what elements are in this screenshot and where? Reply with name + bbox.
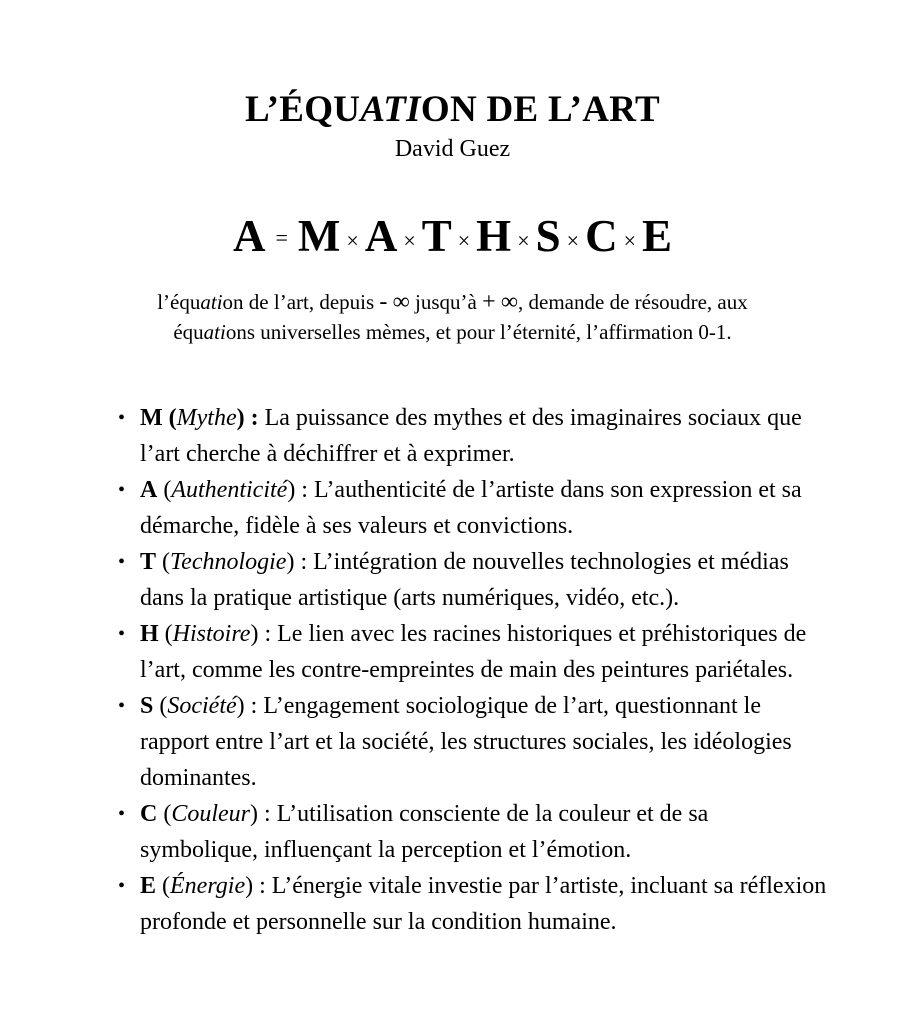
list-item [118, 688, 828, 796]
times-sign: × [623, 228, 636, 253]
factor-m: M [297, 211, 341, 261]
item-letter: T [140, 549, 157, 575]
factor-s: S [535, 211, 561, 261]
factor-h: H [476, 211, 512, 261]
intro-text: équ [173, 320, 204, 344]
title-part-1: L’ÉQU [245, 89, 361, 130]
bullet-icon: • [118, 623, 126, 645]
factor-e: E [641, 211, 672, 261]
factor-c: C [585, 211, 618, 261]
intro-line-2 [0, 317, 905, 347]
item-name: Technologie [170, 549, 287, 575]
minus-sign: - [379, 289, 388, 315]
bullet-icon: • [118, 803, 126, 825]
list-item [118, 796, 828, 868]
author-name: David Guez [394, 136, 511, 162]
list-item [118, 400, 828, 472]
item-letter: H [140, 621, 159, 647]
item-letter: M [140, 405, 163, 431]
item-name: Histoire [172, 621, 251, 647]
item-paren-open: ( [156, 873, 171, 899]
item-name: Société [167, 693, 237, 719]
list-item [118, 616, 828, 688]
item-paren-close: ) : [287, 477, 308, 503]
item-letter: S [140, 693, 154, 719]
intro-line-1 [0, 287, 905, 317]
bullet-icon: • [118, 875, 126, 897]
equation-lhs: A [232, 211, 266, 261]
infinity-symbol: ∞ [392, 289, 410, 315]
times-sign: × [566, 228, 580, 253]
page-title [0, 88, 905, 132]
item-description: L’utilisation consciente de la couleur et de sa symbolique, influençant la perception et l’émotion. [140, 801, 709, 863]
item-paren-open: ( [157, 477, 172, 503]
item-description: La puissance des mythes et des imaginaires sociaux que l’art cherche à déchiffrer et à exprimer. [140, 405, 802, 467]
item-paren-close: ) : [236, 693, 258, 719]
list-item [118, 868, 828, 940]
item-paren-open: ( [158, 621, 173, 647]
equation-formula [0, 208, 905, 272]
item-name: Couleur [171, 801, 251, 827]
factor-list [118, 400, 828, 940]
bullet-icon: • [118, 479, 126, 501]
item-description: L’authenticité de l’artiste dans son expression et sa démarche, fidèle à ses valeurs et convictions. [140, 477, 802, 539]
factor-t: T [421, 211, 452, 261]
item-description: L’intégration de nouvelles technologies et médias dans la pratique artistique (arts numériques, vidéo, etc.). [140, 549, 789, 611]
intro-text: jusqu’à [409, 290, 483, 314]
bullet-icon: • [118, 551, 126, 573]
item-letter: C [140, 801, 158, 827]
bullet-icon: • [118, 695, 126, 717]
item-name: Authenticité [171, 477, 288, 503]
bullet-icon: • [118, 407, 126, 429]
intro-text: l’équ [157, 290, 201, 314]
item-paren-close: ) : [250, 621, 272, 647]
intro-text: on de l’art, depuis [222, 290, 380, 314]
item-paren-close: ) : [245, 873, 266, 899]
list-item [118, 472, 828, 544]
equals-sign: = [275, 224, 288, 250]
intro-italic: ati [200, 290, 223, 314]
list-item [118, 544, 828, 616]
item-description: Le lien avec les racines historiques et préhistoriques de l’art, comme les contre-empreintes de main des peintures pariétales. [140, 621, 807, 683]
item-paren-open: ( [156, 549, 171, 575]
factor-a: A [364, 211, 398, 261]
times-sign: × [517, 228, 530, 253]
item-description: L’énergie vitale investie par l’artiste, incluant sa réflexion profonde et personnelle sur la condition humaine. [140, 873, 827, 935]
plus-sign: + [482, 289, 496, 315]
item-paren-open: ( [153, 693, 168, 719]
item-paren-close: ) : [236, 405, 259, 431]
times-sign: × [457, 228, 471, 253]
intro-text: , demande de résoudre, aux [518, 290, 748, 314]
item-paren-open: ( [162, 405, 177, 431]
intro-text: ons universelles mèmes, et pour l’éternité, l’affirmation 0-1. [225, 320, 732, 344]
title-part-2: ON DE L’ART [420, 89, 660, 130]
times-sign: × [346, 228, 359, 253]
intro-italic: ati [203, 320, 226, 344]
intro-paragraph [0, 287, 905, 347]
item-description: L’engagement sociologique de l’art, questionnant le rapport entre l’art et la société, les structures sociales, les idéologies dominantes. [140, 693, 792, 791]
item-letter: E [140, 873, 157, 899]
item-paren-close: ) : [286, 549, 308, 575]
times-sign: × [403, 228, 416, 253]
item-name: Énergie [170, 873, 246, 899]
item-name: Mythe [176, 405, 237, 431]
item-paren-open: ( [157, 801, 172, 827]
title-italic-part: ATI [360, 89, 421, 130]
infinity-symbol: ∞ [500, 289, 519, 315]
item-letter: A [140, 477, 158, 503]
item-paren-close: ) : [250, 801, 271, 827]
